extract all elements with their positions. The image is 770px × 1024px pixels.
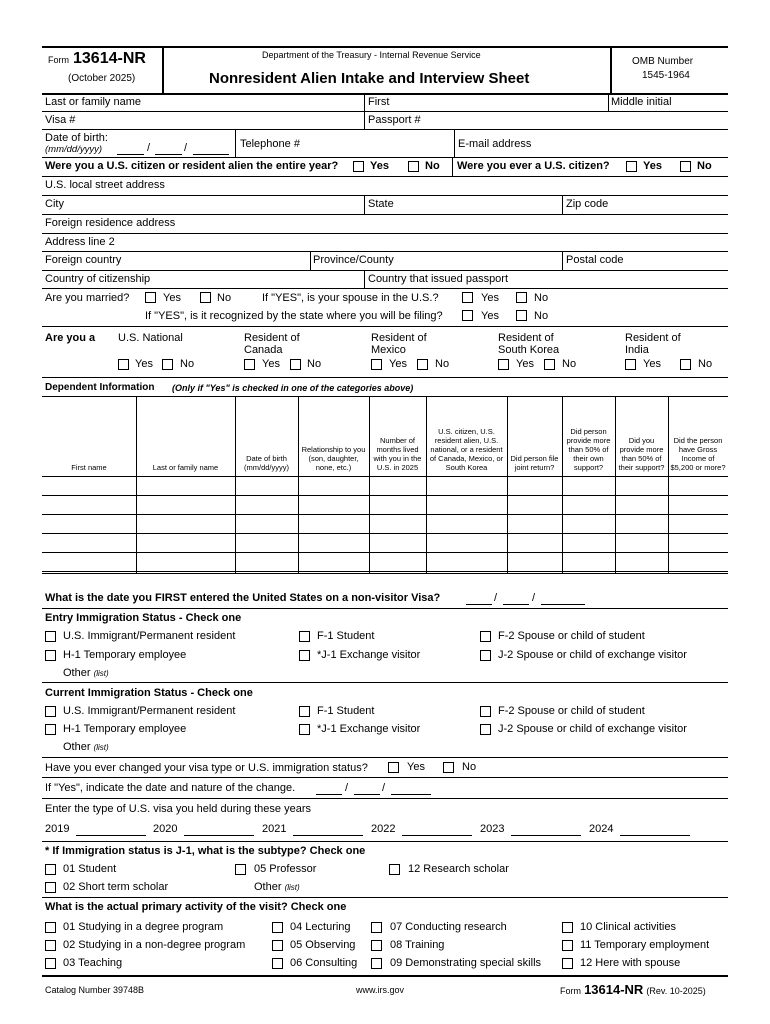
yes-label: Yes [389,358,407,370]
activity-10-checkbox[interactable] [562,922,573,933]
activity-10-label: 10 Clinical activities [580,921,676,933]
dependent-table-cell[interactable] [137,534,234,551]
email-label: E-mail address [458,138,532,150]
irs-url[interactable]: www.irs.gov [356,985,405,995]
dependent-table-cell[interactable] [508,477,561,494]
passport-label: Passport # [368,114,421,126]
dependent-table-cell[interactable] [563,496,614,513]
activity-02-checkbox[interactable] [45,940,56,951]
yes-label: Yes [262,358,280,370]
year-2021: 2021 [262,823,287,835]
activity-06-label: 06 Consulting [290,957,358,969]
citizen-entire-year-no-checkbox[interactable] [408,161,419,172]
activity-11-label: 11 Temporary employment [580,939,710,951]
telephone-label: Telephone # [240,138,300,150]
recognized-no-checkbox[interactable] [516,310,527,321]
middle-initial-label: Middle initial [611,96,672,108]
entry-h1-checkbox[interactable] [45,650,56,661]
omb-label: OMB Number [632,56,694,67]
dependent-table-cell[interactable] [508,553,561,570]
dependent-table-cell[interactable] [299,477,368,494]
no-label: No [462,761,477,773]
current-permanent-resident-label: U.S. Immigrant/Permanent resident [63,705,236,717]
entry-j1-label: *J-1 Exchange visitor [317,649,421,661]
national-option-mexico-name: Mexico [371,344,406,356]
dependent-table-cell[interactable] [508,515,561,532]
dependent-column-header: U.S. citizen, U.S. resident alien, U.S. national, or a resident of Canada, Mexico, or South Korea [429,427,504,472]
entry-permanent-resident-checkbox[interactable] [45,631,56,642]
province-label: Province/County [313,254,394,266]
change-date-question: If "Yes", indicate the date and nature of the change. [45,782,296,794]
entry-j1-checkbox[interactable] [299,650,310,661]
us-national-yes-checkbox[interactable] [118,359,129,370]
j1-student-label: 01 Student [63,863,117,875]
entry-other-label [63,667,109,679]
dependent-table-cell[interactable] [508,534,561,551]
korea-no-checkbox[interactable] [544,359,555,370]
footer-form-number: 13614-NR [584,982,644,997]
current-j1-label: *J-1 Exchange visitor [317,723,421,735]
dependent-table-cell[interactable] [370,496,425,513]
dependent-table-cell[interactable] [616,477,667,494]
dependent-table-cell[interactable] [137,515,234,532]
dependent-table-cell[interactable] [370,477,425,494]
activity-03-label: 03 Teaching [63,957,123,969]
national-option-india-name: India [625,344,649,356]
citizenship-label: Country of citizenship [45,273,151,285]
current-f2-label: F-2 Spouse or child of student [498,705,645,717]
dependent-table-cell[interactable] [43,534,135,551]
dependent-table-cell[interactable] [669,515,727,532]
visa-label: Visa # [45,114,76,126]
form-word: Form [48,55,69,65]
yes-label: Yes [481,292,499,304]
entry-h1-label: H-1 Temporary employee [63,649,187,661]
table-bottom-line [42,573,728,574]
national-option-canada: Resident of [244,332,300,344]
are-you-a-label: Are you a [45,332,96,344]
footer-revision: (Rev. 10-2025) [646,986,706,996]
dependent-table-cell[interactable] [563,515,614,532]
entry-other-note: (list) [93,669,109,678]
last-name-label: Last or family name [45,96,141,108]
national-option-us: U.S. National [118,332,183,344]
entry-f1-label: F-1 Student [317,630,375,642]
current-permanent-resident-checkbox[interactable] [45,706,56,717]
yes-label: Yes [135,358,153,370]
activity-07-label: 07 Conducting research [390,921,507,933]
entry-permanent-resident-label: U.S. Immigrant/Permanent resident [63,630,236,642]
current-j2-label: J-2 Spouse or child of exchange visitor [498,723,687,735]
no-label: No [534,292,549,304]
omb-number: 1545-1964 [642,70,690,81]
visa-changed-yes-checkbox[interactable] [388,762,399,773]
postal-code-label: Postal code [566,254,624,266]
dependent-column-header: Did the person have Gross Income of $5,200 or more? [670,436,726,472]
entry-j2-label: J-2 Spouse or child of exchange visitor [498,649,687,661]
ever-citizen-question: Were you ever a U.S. citizen? [457,160,610,172]
year-2022: 2022 [371,823,396,835]
national-option-mexico: Resident of [371,332,427,344]
no-label: No [180,358,195,370]
page-title: Nonresident Alien Intake and Interview Sheet [209,70,530,87]
change-date-slash: / [382,782,386,794]
dependent-table-cell[interactable] [669,553,727,570]
city-label: City [45,198,64,210]
visa-years-question: Enter the type of U.S. visa you held during these years [45,803,311,815]
dependent-section-title: Dependent Information [45,382,155,393]
dependent-table-cell[interactable] [563,553,614,570]
j1-scholar-checkbox[interactable] [45,882,56,893]
dependent-column-header: Did you provide more than 50% of their support? [618,436,665,472]
j1-other-text: Other [254,881,282,893]
no-label: No [307,358,322,370]
dependent-column-header: Date of birth (mm/dd/yyyy) [244,454,289,472]
dependent-table-cell[interactable] [427,496,506,513]
dependent-table-cell[interactable] [299,553,368,570]
entry-f2-label: F-2 Spouse or child of student [498,630,645,642]
dependent-table-cell[interactable] [236,477,297,494]
dependent-table-cell[interactable] [669,534,727,551]
dependent-column-header: Did person provide more than 50% of their own support? [566,427,611,472]
no-label: No [698,358,713,370]
korea-yes-checkbox[interactable] [498,359,509,370]
dependent-table-cell[interactable] [137,553,234,570]
mexico-yes-checkbox[interactable] [371,359,382,370]
dependent-table-cell[interactable] [236,496,297,513]
dependent-table-cell[interactable] [427,534,506,551]
current-h1-label: H-1 Temporary employee [63,723,187,735]
current-other-label [63,741,109,753]
current-h1-checkbox[interactable] [45,724,56,735]
recognized-question: If "YES", is it recognized by the state where you will be filing? [145,310,443,322]
yes-label: Yes [163,292,181,304]
footer-form-word: Form [560,986,581,996]
activity-title: What is the actual primary activity of the visit? Check one [45,901,347,913]
citizen-entire-year-yes-checkbox[interactable] [353,161,364,172]
dependent-table-cell[interactable] [563,534,614,551]
entry-other-text: Other [63,667,91,679]
j1-scholar-label: 02 Short term scholar [63,881,169,893]
yes-label: Yes [481,310,499,322]
footer-form-id [560,982,706,997]
dependent-section-note: (Only if "Yes" is checked in one of the categories above) [172,383,414,393]
yes-label: Yes [643,358,661,370]
activity-07-checkbox[interactable] [371,922,382,933]
table-row-line [42,571,728,572]
entry-date-slash: / [494,592,498,604]
dependent-column-header: Did person file joint return? [510,454,559,472]
no-label: No [534,310,549,322]
current-j1-checkbox[interactable] [299,724,310,735]
married-yes-checkbox[interactable] [145,292,156,303]
us-citizen-entire-year-question: Were you a U.S. citizen or resident alien the entire year? [45,160,339,172]
dependent-table-cell[interactable] [43,515,135,532]
year-2019: 2019 [45,823,70,835]
entry-status-title: Entry Immigration Status - Check one [45,612,242,624]
married-question: Are you married? [45,292,130,304]
activity-05-checkbox[interactable] [272,940,283,951]
national-option-korea-name: South Korea [498,344,560,356]
current-f2-checkbox[interactable] [480,706,491,717]
activity-09-checkbox[interactable] [371,958,382,969]
form-revision: (October 2025) [68,73,136,84]
entry-f2-checkbox[interactable] [480,631,491,642]
dependent-table-cell[interactable] [370,553,425,570]
us-street-label: U.S. local street address [45,179,165,191]
activity-12-checkbox[interactable] [562,958,573,969]
activity-06-checkbox[interactable] [272,958,283,969]
canada-yes-checkbox[interactable] [244,359,255,370]
activity-04-checkbox[interactable] [272,922,283,933]
state-label: State [368,198,394,210]
us-national-no-checkbox[interactable] [162,359,173,370]
form-number: 13614-NR [73,50,146,67]
activity-02-label: 02 Studying in a non-degree program [63,939,246,951]
dob-slash: / [147,142,151,154]
entry-f1-checkbox[interactable] [299,631,310,642]
dob-label: Date of birth: [45,132,108,144]
dependent-column-header: Number of months lived with you in the U.S. in 2025 [373,436,422,472]
dependent-column-header: Relationship to you (son, daughter, none, etc.) [301,445,366,472]
year-2020: 2020 [153,823,178,835]
entry-date-question: What is the date you FIRST entered the United States on a non-visitor Visa? [45,592,441,604]
ever-citizen-no-checkbox[interactable] [680,161,691,172]
activity-09-label: 09 Demonstrating special skills [390,957,542,969]
yes-label: Yes [516,358,534,370]
dob-slash: / [184,142,188,154]
current-f1-label: F-1 Student [317,705,375,717]
j1-other-label [254,881,300,893]
visa-changed-question: Have you ever changed your visa type or U.S. immigration status? [45,762,368,774]
dependent-table-cell[interactable] [563,477,614,494]
no-label: No [435,358,450,370]
india-no-checkbox[interactable] [680,359,691,370]
foreign-address-label: Foreign residence address [45,217,176,229]
activity-01-checkbox[interactable] [45,922,56,933]
activity-12-label: 12 Here with spouse [580,957,681,969]
no-label: No [217,292,232,304]
national-option-india: Resident of [625,332,681,344]
no-label: No [562,358,577,370]
current-other-note: (list) [93,743,109,752]
j1-subtype-title: * If Immigration status is J-1, what is the subtype? Check one [45,845,366,857]
dependent-table-cell[interactable] [43,553,135,570]
j1-other-note: (list) [284,883,300,892]
dependent-table-cell[interactable] [43,496,135,513]
dependent-table-cell[interactable] [43,477,135,494]
current-status-title: Current Immigration Status - Check one [45,687,253,699]
activity-03-checkbox[interactable] [45,958,56,969]
dependent-column-header: First name [71,463,107,472]
catalog-number: Catalog Number 39748B [45,985,145,995]
current-j2-checkbox[interactable] [480,724,491,735]
visa-changed-no-checkbox[interactable] [443,762,454,773]
dependent-table-cell[interactable] [616,496,667,513]
activity-11-checkbox[interactable] [562,940,573,951]
yes-label: Yes [370,160,389,172]
dependent-table-cell[interactable] [236,553,297,570]
dependent-table-cell[interactable] [427,515,506,532]
zip-label: Zip code [566,198,609,210]
married-no-checkbox[interactable] [200,292,211,303]
spouse-us-no-checkbox[interactable] [516,292,527,303]
dependent-table-cell[interactable] [299,515,368,532]
activity-04-label: 04 Lecturing [290,921,351,933]
dependent-column-header: Last or family name [152,463,219,472]
dependent-table-cell[interactable] [236,515,297,532]
dependent-table-cell[interactable] [669,496,727,513]
agency-name: Department of the Treasury - Internal Revenue Service [262,50,481,60]
activity-08-checkbox[interactable] [371,940,382,951]
dependent-table-cell[interactable] [236,534,297,551]
foreign-country-label: Foreign country [45,254,122,266]
activity-05-label: 05 Observing [290,939,356,951]
dependent-table-cell[interactable] [137,477,234,494]
recognized-yes-checkbox[interactable] [462,310,473,321]
national-option-canada-name: Canada [244,344,283,356]
activity-08-label: 08 Training [390,939,445,951]
yes-label: Yes [643,160,662,172]
dependent-table-cell[interactable] [508,496,561,513]
year-2023: 2023 [480,823,505,835]
dependent-table-cell[interactable] [669,477,727,494]
j1-professor-checkbox[interactable] [235,864,246,875]
dob-format: (mm/dd/yyyy) [45,144,102,155]
ever-citizen-yes-checkbox[interactable] [626,161,637,172]
dependent-table-cell[interactable] [427,477,506,494]
year-2024: 2024 [589,823,614,835]
dependent-table-cell[interactable] [370,515,425,532]
mexico-no-checkbox[interactable] [417,359,428,370]
dependent-table-cell[interactable] [299,534,368,551]
yes-label: Yes [407,761,425,773]
dependent-table-cell[interactable] [427,553,506,570]
current-other-text: Other [63,741,91,753]
dependent-table-cell[interactable] [299,496,368,513]
j1-research-checkbox[interactable] [389,864,400,875]
passport-country-label: Country that issued passport [368,273,509,285]
first-name-label: First [368,96,390,108]
j1-research-label: 12 Research scholar [408,863,509,875]
address-line2-label: Address line 2 [45,236,115,248]
no-label: No [425,160,440,172]
dependent-table-cell[interactable] [616,553,667,570]
dependent-table-cell[interactable] [370,534,425,551]
dependent-table-cell[interactable] [616,534,667,551]
change-date-slash: / [345,782,349,794]
spouse-us-yes-checkbox[interactable] [462,292,473,303]
national-option-korea: Resident of [498,332,554,344]
activity-01-label: 01 Studying in a degree program [63,921,224,933]
spouse-in-us-question: If "YES", is your spouse in the U.S.? [262,292,439,304]
current-f1-checkbox[interactable] [299,706,310,717]
j1-student-checkbox[interactable] [45,864,56,875]
dependent-table-cell[interactable] [616,515,667,532]
entry-date-slash: / [532,592,536,604]
entry-j2-checkbox[interactable] [480,650,491,661]
j1-professor-label: 05 Professor [254,863,317,875]
india-yes-checkbox[interactable] [625,359,636,370]
dependent-table-cell[interactable] [137,496,234,513]
canada-no-checkbox[interactable] [290,359,301,370]
no-label: No [697,160,712,172]
